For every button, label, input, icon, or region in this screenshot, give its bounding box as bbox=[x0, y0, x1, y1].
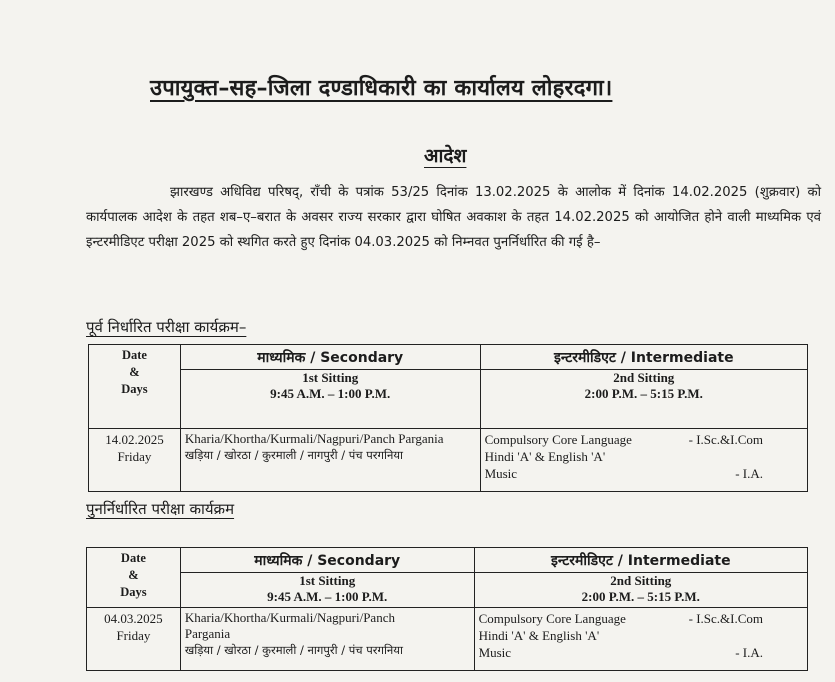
previous-schedule-table bbox=[88, 344, 808, 492]
order-title: आदेश bbox=[424, 145, 467, 167]
date-header-text: Date bbox=[120, 551, 146, 565]
office-heading: उपायुक्त–सह–जिला दण्डाधिकारी का कार्यालय लोहरदगा। bbox=[150, 76, 613, 101]
intermediate-line-1 bbox=[479, 610, 803, 627]
days-header-text: Days bbox=[120, 585, 147, 599]
date-days-header bbox=[87, 548, 181, 608]
first-sitting-time: 9:45 A.M. – 1:00 P.M. bbox=[270, 386, 391, 401]
ia-stream: - I.A. bbox=[735, 645, 763, 660]
amp-header-text: & bbox=[128, 568, 139, 582]
secondary-subjects: Kharia/Khortha/Kurmali/Nagpuri/Panch Pargania bbox=[184, 431, 444, 446]
intermediate-line-1 bbox=[485, 431, 803, 448]
secondary-subjects-hindi: खड़िया / खोरठा / कुरमाली / नागपुरी / पंच परगनिया bbox=[184, 448, 403, 462]
secondary-header: माध्यमिक / Secondary bbox=[180, 548, 474, 573]
isc-icom-stream: - I.Sc.&I.Com bbox=[688, 432, 763, 447]
secondary-subjects-cell bbox=[180, 608, 474, 671]
exam-date-cell bbox=[89, 429, 181, 492]
secondary-subjects-line-2: Pargania bbox=[184, 626, 231, 641]
intermediate-line-3 bbox=[479, 644, 803, 661]
intermediate-line-2: Hindi 'A' & English 'A' bbox=[478, 628, 600, 643]
second-sitting-time: 2:00 P.M. – 5:15 P.M. bbox=[581, 589, 700, 604]
exam-day: Friday bbox=[117, 449, 152, 464]
secondary-subjects-cell bbox=[180, 429, 480, 492]
second-sitting-label: 2nd Sitting bbox=[613, 370, 675, 385]
intermediate-header: इन्टरमीडिएट / Intermediate bbox=[474, 548, 807, 573]
revised-schedule-table bbox=[86, 547, 808, 671]
second-sitting-time: 2:00 P.M. – 5:15 P.M. bbox=[584, 386, 703, 401]
intermediate-line-3 bbox=[485, 465, 803, 482]
intermediate-subjects-cell bbox=[474, 608, 807, 671]
ia-stream: - I.A. bbox=[735, 466, 763, 481]
first-sitting-cell bbox=[180, 370, 480, 429]
second-sitting-label: 2nd Sitting bbox=[610, 573, 672, 588]
revised-schedule-label: पुनर्निर्धारित परीक्षा कार्यक्रम bbox=[86, 500, 235, 518]
secondary-subjects-line-1: Kharia/Khortha/Kurmali/Nagpuri/Panch bbox=[184, 610, 395, 625]
secondary-header: माध्यमिक / Secondary bbox=[180, 345, 480, 370]
previous-schedule-label: पूर्व निर्धारित परीक्षा कार्यक्रम– bbox=[86, 318, 247, 336]
exam-date-cell bbox=[87, 608, 181, 671]
intermediate-line-2: Hindi 'A' & English 'A' bbox=[484, 449, 606, 464]
exam-date: 04.03.2025 bbox=[104, 611, 163, 626]
amp-header-text: & bbox=[129, 365, 140, 379]
core-language-text: Compulsory Core Language bbox=[484, 432, 632, 447]
intermediate-subjects-cell bbox=[480, 429, 807, 492]
order-paragraph: झारखण्ड अधिविद्य परिषद्, राँची के पत्रांक 53/25 दिनांक 13.02.2025 के आलोक में दिनांक 14.02.2025 (शुक्रवार) को कार्यपालक आदेश के तहत शब–ए–बरात के अवसर राज्य सरकार द्वारा घोषित अवकाश के तहत 14.02.2025 को आयोजित होने वाली माध्यमिक एवं इन्टरमीडिएट परीक्षा 2025 को स्थगित करते हुए दिनांक 04.03.2025 को निम्नवत पुनर्निर्धारित की गई है– bbox=[86, 185, 821, 250]
intermediate-header: इन्टरमीडिएट / Intermediate bbox=[480, 345, 807, 370]
isc-icom-stream: - I.Sc.&I.Com bbox=[688, 611, 763, 626]
first-sitting-cell bbox=[180, 573, 474, 608]
music-text: Music bbox=[478, 645, 512, 660]
second-sitting-cell bbox=[480, 370, 807, 429]
second-sitting-cell bbox=[474, 573, 807, 608]
first-sitting-label: 1st Sitting bbox=[302, 370, 359, 385]
date-header-text: Date bbox=[121, 348, 147, 362]
date-days-header bbox=[89, 345, 181, 429]
days-header-text: Days bbox=[121, 382, 148, 396]
music-text: Music bbox=[484, 466, 518, 481]
first-sitting-time: 9:45 A.M. – 1:00 P.M. bbox=[267, 589, 388, 604]
first-sitting-label: 1st Sitting bbox=[299, 573, 356, 588]
exam-date: 14.02.2025 bbox=[105, 432, 164, 447]
exam-day: Friday bbox=[116, 628, 151, 643]
secondary-subjects-hindi: खड़िया / खोरठा / कुरमाली / नागपुरी / पंच परगनिया bbox=[184, 643, 403, 657]
core-language-text: Compulsory Core Language bbox=[478, 611, 626, 626]
